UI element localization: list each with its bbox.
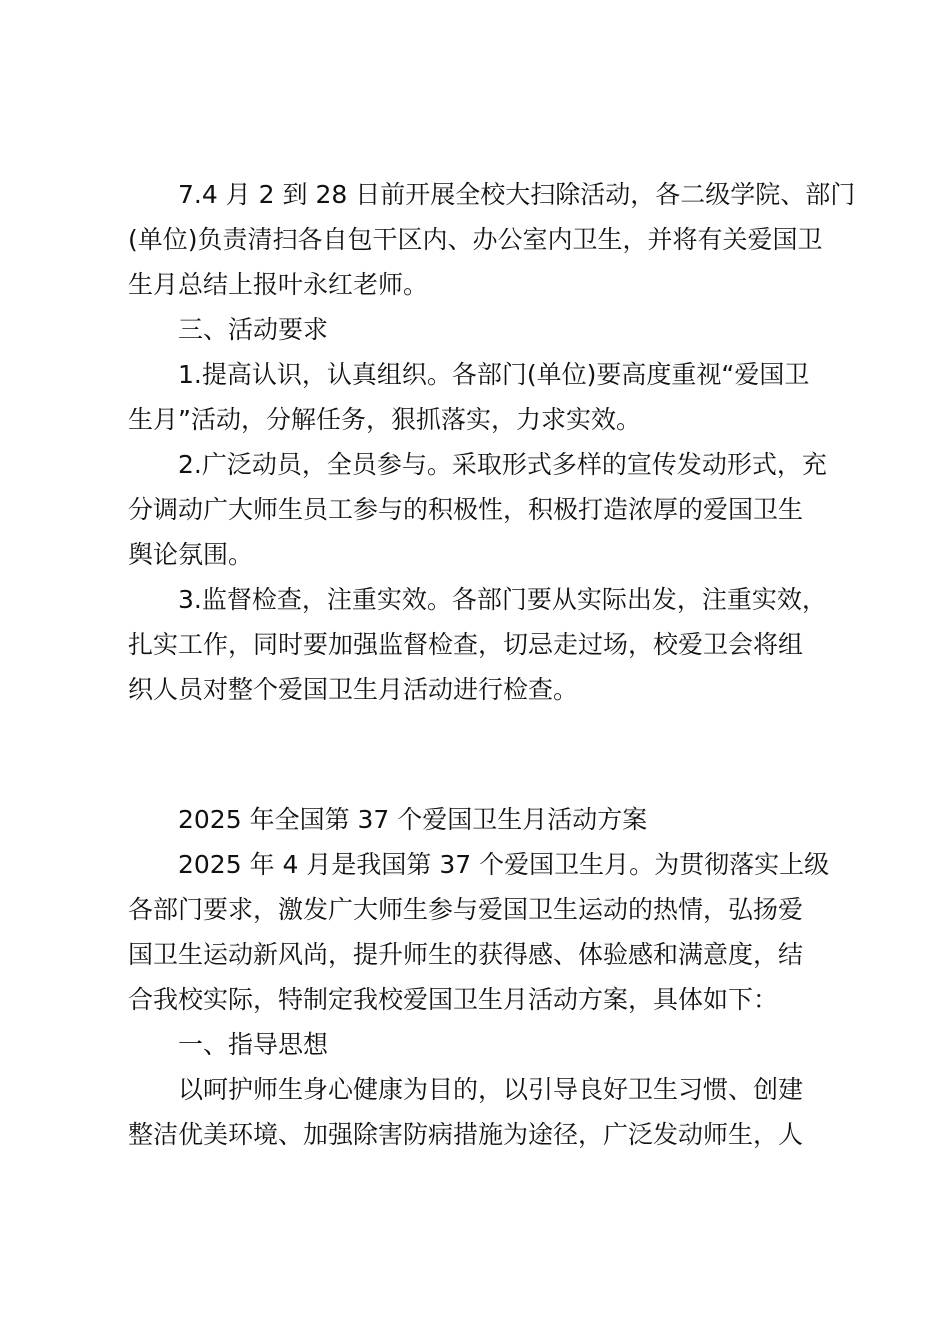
paragraph-line: (单位)负责清扫各自包干区内、办公室内卫生，并将有关爱国卫: [128, 225, 823, 254]
section-heading: 三、活动要求: [178, 315, 329, 344]
paragraph-line: 1.提高认识，认真组织。各部门(单位)要高度重视“爱国卫: [178, 360, 810, 389]
paragraph-line: 合我校实际，特制定我校爱国卫生月活动方案，具体如下：: [128, 985, 779, 1014]
paragraph-line: 生月总结上报叶永红老师。: [128, 270, 429, 299]
paragraph-line: 以呵护师生身心健康为目的，以引导良好卫生习惯、创建: [178, 1075, 804, 1104]
paragraph-line: 分调动广大师生员工参与的积极性，积极打造浓厚的爱国卫生: [128, 495, 804, 524]
section-heading: 一、指导思想: [178, 1030, 329, 1059]
paragraph-line: 舆论氛围。: [128, 540, 254, 569]
document-title: 2025 年全国第 37 个爱国卫生月活动方案: [178, 805, 648, 834]
paragraph-line: 扎实工作，同时要加强监督检查，切忌走过场，校爱卫会将组: [128, 630, 804, 659]
paragraph-line: 3.监督检查，注重实效。各部门要从实际出发，注重实效，: [178, 585, 827, 614]
paragraph-line: 生月”活动，分解任务，狠抓落实，力求实效。: [128, 405, 641, 434]
paragraph-line: 7.4 月 2 到 28 日前开展全校大扫除活动，各二级学院、部门: [178, 180, 856, 209]
paragraph-line: 2.广泛动员，全员参与。采取形式多样的宣传发动形式，充: [178, 450, 827, 479]
paragraph-line: 2025 年 4 月是我国第 37 个爱国卫生月。为贯彻落实上级: [178, 850, 830, 879]
paragraph-line: 国卫生运动新风尚，提升师生的获得感、体验感和满意度，结: [128, 940, 804, 969]
paragraph-line: 各部门要求，激发广大师生参与爱国卫生运动的热情，弘扬爱: [128, 895, 804, 924]
paragraph-line: 织人员对整个爱国卫生月活动进行检查。: [128, 675, 579, 704]
paragraph-line: 整洁优美环境、加强除害防病措施为途径，广泛发动师生，人: [128, 1120, 804, 1149]
